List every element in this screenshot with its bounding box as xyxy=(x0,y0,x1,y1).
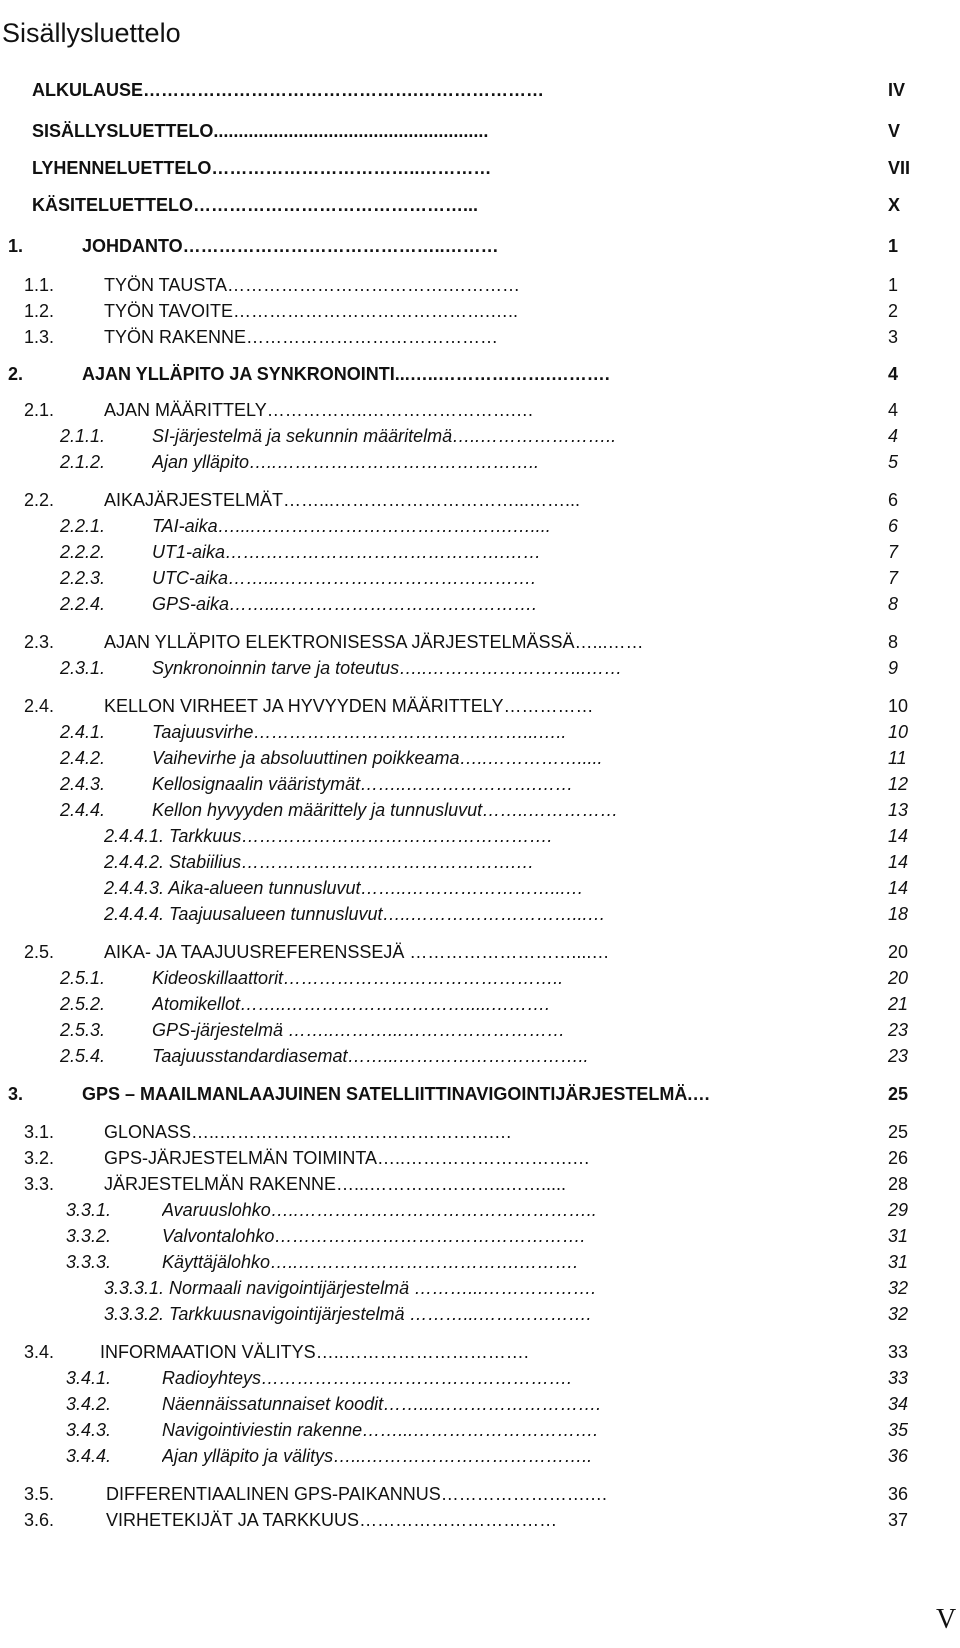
toc-entry-page: 18 xyxy=(888,904,909,924)
toc-entry-page: 2 xyxy=(888,301,899,321)
toc-entry-title: AIKA- JA TAAJUUSREFERENSSEJÄ ………………………....… xyxy=(104,942,610,962)
toc-entry-title: 3.3.3.2. Tarkkuusnavigointijärjestelmä ………...………………. xyxy=(104,1304,592,1324)
toc-entry-title: SISÄLLYSLUETTELO....................................................... xyxy=(32,121,489,141)
toc-entry-title: AJAN YLLÄPITO JA SYNKRONOINTI...…..……………….………. xyxy=(82,364,610,384)
toc-entry-page: 13 xyxy=(888,800,909,820)
toc-entry-number: 3.4. xyxy=(24,1342,55,1362)
toc-entry-page: 26 xyxy=(888,1148,909,1168)
toc-entry-page: 25 xyxy=(888,1122,909,1142)
toc-entry-title: GPS-järjestelmä ……..………...……………………… xyxy=(152,1020,566,1040)
toc-entry-title: Kellosignaalin vääristymät……..………………….…… xyxy=(152,774,574,794)
toc-entry-number: 2.5. xyxy=(24,942,55,962)
toc-entry-title: Synkronoinnin tarve ja toteutus…..……………………...…… xyxy=(152,658,623,678)
toc-entry-title: Ajan ylläpito…..…………………………………….. xyxy=(152,452,540,472)
toc-entry-page: VII xyxy=(888,158,911,178)
toc-entry-title: JOHDANTO……………………………………..……… xyxy=(82,236,499,256)
toc-entry-page: 1 xyxy=(888,236,899,256)
toc-entry-number: 2. xyxy=(8,364,24,384)
toc-entry-title: GPS – MAAILMANLAAJUINEN SATELLIITTINAVIGOINTIJÄRJESTELMÄ.… xyxy=(82,1084,711,1104)
toc-entry-number: 2.4.1. xyxy=(60,722,106,742)
toc-entry-title: INFORMAATION VÄLITYS…..…………………………. xyxy=(100,1342,529,1362)
toc-entry-number: 2.1.1. xyxy=(60,426,106,446)
toc-entry-number: 2.4. xyxy=(24,696,55,716)
toc-entry-title: TAI-aika…....…………………………………….….... xyxy=(152,516,551,536)
toc-entry-page: 14 xyxy=(888,826,909,846)
toc-entry-number: 2.4.2. xyxy=(60,748,106,768)
toc-entry-title: 2.4.4.1. Tarkkuus……………………………………………. xyxy=(104,826,553,846)
toc-entry-page: 20 xyxy=(888,942,909,962)
toc-entry-page: 36 xyxy=(888,1484,909,1504)
toc-entry-page: 6 xyxy=(888,516,899,536)
toc-entry-title: TYÖN TAUSTA……………………………….………… xyxy=(104,275,521,295)
toc-entry-number: 3.2. xyxy=(24,1148,55,1168)
toc-entry-number: 3.3.3. xyxy=(66,1252,112,1272)
toc-entry-title: Näennäissatunnaiset koodit……...………………………. xyxy=(162,1394,602,1414)
toc-entry-page: 33 xyxy=(888,1342,909,1362)
toc-entry-page: 31 xyxy=(888,1252,909,1272)
toc-entry-number: 2.2.2. xyxy=(60,542,106,562)
toc-entry-page: 14 xyxy=(888,852,909,872)
toc-entry-page: 23 xyxy=(888,1020,909,1040)
toc-entry-title: GLONASS…..……………………………………….… xyxy=(104,1122,513,1142)
toc-entry-number: 2.4.4. xyxy=(60,800,106,820)
toc-entry-title: Avaruuslohko…..………………………………………….. xyxy=(162,1200,597,1220)
toc-entry-title: TYÖN RAKENNE…………………………………… xyxy=(104,327,499,347)
toc-entry-page: V xyxy=(888,121,901,141)
toc-entry-page: 35 xyxy=(888,1420,909,1440)
toc-entry-title: TYÖN TAVOITE…………………………………….….. xyxy=(104,301,519,321)
toc-entry-title: UTC-aika……...……………………………………. xyxy=(152,568,537,588)
toc-entry-page: 1 xyxy=(888,275,899,295)
toc-entry-page: 34 xyxy=(888,1394,909,1414)
toc-entry-number: 2.2.3. xyxy=(60,568,106,588)
toc-entry-title: VIRHETEKIJÄT JA TARKKUUS…………………………… xyxy=(106,1510,558,1530)
toc-entry-number: 1.1. xyxy=(24,275,55,295)
toc-entry-page: 23 xyxy=(888,1046,909,1066)
toc-entry-page: 36 xyxy=(888,1446,909,1466)
toc-entry-page: 11 xyxy=(888,748,907,768)
toc-entry-title: AIKAJÄRJESTELMÄT……...…………………………...……... xyxy=(104,490,581,510)
toc-entry-page: 37 xyxy=(888,1510,909,1530)
toc-entry-title: DIFFERENTIAALINEN GPS-PAIKANNUS…………………….… xyxy=(106,1484,608,1504)
toc-entry-title: ALKULAUSE……………………………………….………………… xyxy=(32,80,544,100)
toc-entry-number: 3.1. xyxy=(24,1122,55,1142)
toc-entry-number: 2.5.4. xyxy=(60,1046,106,1066)
toc-entry-number: 2.1. xyxy=(24,400,55,420)
toc-entry-title: GPS-aika……...……………………………………. xyxy=(152,594,538,614)
toc-entry-page: 10 xyxy=(888,722,909,742)
toc-entry-page: 7 xyxy=(888,542,899,562)
toc-entry-number: 2.4.3. xyxy=(60,774,106,794)
toc-entry-page: 12 xyxy=(888,774,909,794)
toc-entry-number: 1. xyxy=(8,236,24,256)
toc-entry-title: SI-järjestelmä ja sekunnin määritelmä…..………………….. xyxy=(152,426,617,446)
toc-entry-title: JÄRJESTELMÄN RAKENNE…...…………………..……..... xyxy=(104,1174,567,1194)
toc-entry-title: AJAN MÄÄRITTELY……………..…………………….… xyxy=(104,400,534,420)
toc-entry-page: 4 xyxy=(888,400,899,420)
toc-entry-title: 2.4.4.4. Taajuusalueen tunnusluvut…..………………………...… xyxy=(104,904,606,924)
toc-entry-page: 6 xyxy=(888,490,899,510)
toc-entry-number: 2.5.3. xyxy=(60,1020,106,1040)
toc-entry-number: 2.2. xyxy=(24,490,55,510)
toc-entry-title: Taajuusstandardiasemat……...………………………….. xyxy=(152,1046,589,1066)
toc-entry-title: UT1-aika…….………………………………….…… xyxy=(152,542,542,562)
toc-entry-number: 3.3.2. xyxy=(66,1226,112,1246)
toc-entry-title: Ajan ylläpito ja välitys…...……………………………….. xyxy=(162,1446,593,1466)
toc-entry-title: Atomikellot……..………………………….....………. xyxy=(152,994,551,1014)
toc-entry-page: 32 xyxy=(888,1304,909,1324)
toc-entry-title: 3.3.3.1. Normaali navigointijärjestelmä ………...………………. xyxy=(104,1278,597,1298)
toc-entry-page: 25 xyxy=(888,1084,909,1104)
toc-entry-page: 7 xyxy=(888,568,899,588)
toc-entry-number: 2.5.2. xyxy=(60,994,106,1014)
toc-entry-number: 1.2. xyxy=(24,301,55,321)
toc-entry-number: 2.2.4. xyxy=(60,594,106,614)
toc-entry-page: 21 xyxy=(888,994,909,1014)
toc-entry-number: 3.4.2. xyxy=(66,1394,112,1414)
toc-entry-number: 2.5.1. xyxy=(60,968,106,988)
toc-entry-page: 31 xyxy=(888,1226,909,1246)
toc-entry-page: 33 xyxy=(888,1368,909,1388)
page-number: V xyxy=(936,1604,957,1635)
toc-entry-number: 3.3.1. xyxy=(66,1200,112,1220)
toc-entry-page: 3 xyxy=(888,327,899,347)
toc-entry-number: 3.4.3. xyxy=(66,1420,112,1440)
page-title: Sisällysluettelo xyxy=(2,18,181,49)
toc-entry-page: 9 xyxy=(888,658,899,678)
toc-entry-page: 14 xyxy=(888,878,909,898)
toc-entry-page: 8 xyxy=(888,594,899,614)
toc-entry-title: Taajuusvirhe………………………………………...….. xyxy=(152,722,567,742)
toc-entry-page: 20 xyxy=(888,968,909,988)
toc-entry-number: 2.2.1. xyxy=(60,516,106,536)
toc-entry-number: 2.3. xyxy=(24,632,55,652)
toc-entry-title: 2.4.4.3. Aika-alueen tunnusluvut……..……………………...… xyxy=(104,878,584,898)
toc-entry-page: 4 xyxy=(888,426,899,446)
toc-entry-title: Navigointiviestin rakenne……...…………………………. xyxy=(162,1420,599,1440)
toc-entry-number: 2.1.2. xyxy=(60,452,106,472)
toc-entry-title: Radioyhteys……………………………………………. xyxy=(162,1368,573,1388)
toc-entry-title: Valvontalohko……………………………………………. xyxy=(162,1226,586,1246)
toc-entry-title: LYHENNELUETTELO……………………………..………… xyxy=(32,158,492,178)
toc-entry-page: 28 xyxy=(888,1174,909,1194)
toc-entry-page: 5 xyxy=(888,452,899,472)
toc-entry-page: 8 xyxy=(888,632,899,652)
toc-entry-page: 32 xyxy=(888,1278,909,1298)
toc-entry-title: GPS-JÄRJESTELMÄN TOIMINTA…..……………………….… xyxy=(104,1148,591,1168)
toc-entry-page: IV xyxy=(888,80,906,100)
toc-entry-number: 3.4.1. xyxy=(66,1368,112,1388)
toc-entry-number: 3.6. xyxy=(24,1510,55,1530)
toc-entry-title: Käyttäjälohko…..……………………………….………. xyxy=(162,1252,579,1272)
toc-entry-number: 1.3. xyxy=(24,327,55,347)
toc-entry-title: KÄSITELUETTELO………………………………………... xyxy=(32,195,479,215)
toc-entry-page: X xyxy=(888,195,901,215)
toc-entry-title: KELLON VIRHEET JA HYVYYDEN MÄÄRITTELY…………… xyxy=(104,696,594,716)
toc-entry-title: AJAN YLLÄPITO ELEKTRONISESSA JÄRJESTELMÄSSÄ…...…… xyxy=(104,632,644,652)
toc-entry-number: 3.5. xyxy=(24,1484,55,1504)
toc-entry-title: 2.4.4.2. Stabiilius……………………………………….… xyxy=(104,852,535,872)
toc-entry-title: Kideoskillaattorit……………………………………….. xyxy=(152,968,564,988)
toc-entry-number: 3. xyxy=(8,1084,24,1104)
toc-entry-number: 2.3.1. xyxy=(60,658,106,678)
toc-entry-title: Kellon hyvyyden määrittely ja tunnusluvut……..…………… xyxy=(152,800,619,820)
toc-entry-number: 3.4.4. xyxy=(66,1446,112,1466)
toc-entry-page: 10 xyxy=(888,696,909,716)
toc-entry-number: 3.3. xyxy=(24,1174,55,1194)
toc-entry-page: 4 xyxy=(888,364,899,384)
toc-entry-title: Vaihevirhe ja absoluuttinen poikkeama…..……………..... xyxy=(152,748,603,768)
toc-entry-page: 29 xyxy=(888,1200,909,1220)
